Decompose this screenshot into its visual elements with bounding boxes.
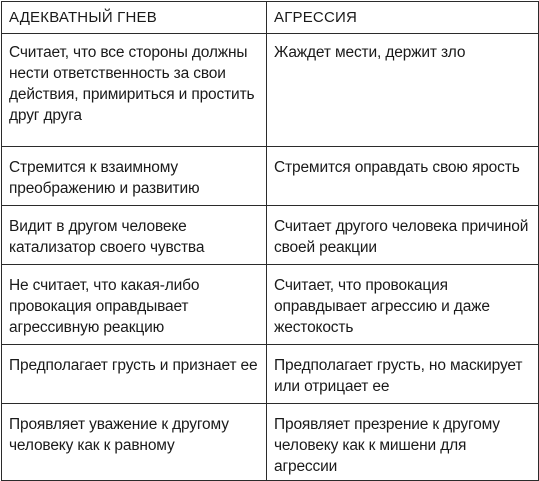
table-row [2,34,539,147]
cell-adequate-anger: Считает, что все стороны должны нести ответственность за свои действия, примириться и простить друг друга [2,34,267,147]
cell-aggression: Считает, что провокация оправдывает агрессию и даже жестокость [267,265,539,345]
table-row [2,147,539,206]
cell-adequate-anger: Проявляет уважение к другому человеку как к равному [2,404,267,481]
table-row [2,265,539,345]
table-row [2,206,539,265]
cell-adequate-anger: Предполагает грусть и признает ее [2,345,267,404]
comparison-table [1,1,539,481]
header-aggression: АГРЕССИЯ [267,2,539,34]
cell-aggression: Стремится оправдать свою ярость [267,147,539,206]
table-row [2,345,539,404]
table-row [2,404,539,481]
cell-aggression: Проявляет презрение к другому человеку как к мишени для агрессии [267,404,539,481]
cell-adequate-anger: Не считает, что какая-либо провокация оправдывает агрессивную реакцию [2,265,267,345]
cell-aggression: Жаждет мести, держит зло [267,34,539,147]
table-header-row [2,2,539,34]
header-adequate-anger: АДЕКВАТНЫЙ ГНЕВ [2,2,267,34]
cell-adequate-anger: Стремится к взаимному преображению и развитию [2,147,267,206]
cell-adequate-anger: Видит в другом человеке катализатор своего чувства [2,206,267,265]
cell-aggression: Предполагает грусть, но маскирует или отрицает ее [267,345,539,404]
cell-aggression: Считает другого человека причиной своей реакции [267,206,539,265]
